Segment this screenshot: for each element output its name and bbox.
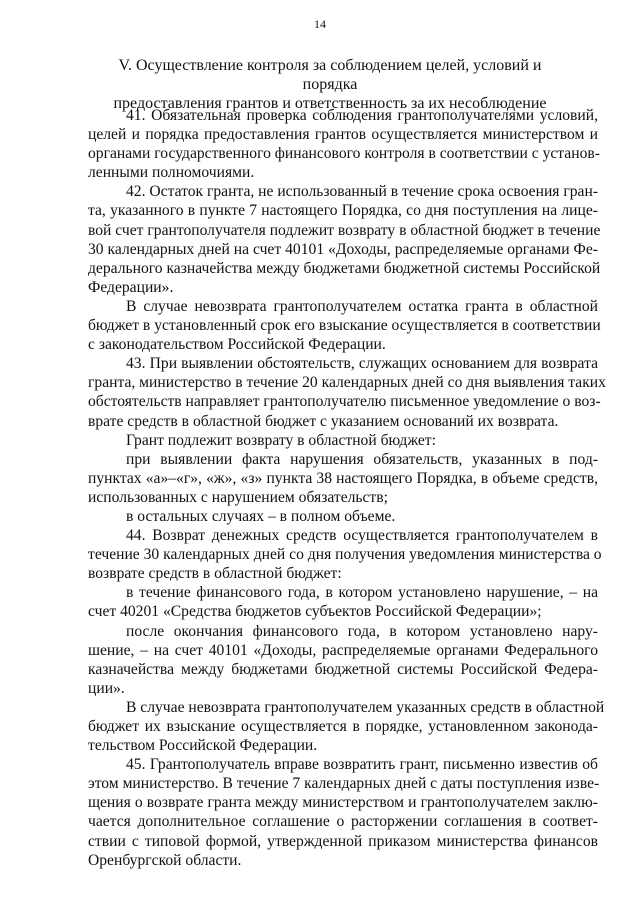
paragraph-line: В случае невозврата грантополучателем указанных средств в областной [126, 698, 605, 716]
paragraph-line: этом министерство. В течение 7 календарных дней с даты поступления изве- [88, 775, 600, 793]
paragraph-line: возврате средств в областной бюджет: [88, 565, 342, 583]
paragraph-line: целей и порядка предоставления грантов осуществляется министерством и [88, 126, 598, 144]
paragraph [88, 450, 598, 507]
paragraph [88, 354, 606, 430]
paragraph-line: органами государственного финансового контроля в соответствии с установ- [88, 145, 600, 163]
paragraph-line: Федерации». [88, 278, 174, 296]
paragraph-line: пунктах «а»–«г», «ж», «з» пункта 38 настоящего Порядка, в объеме средств, [88, 469, 598, 487]
paragraph-line: гранта, министерство в течение 20 календарных дней со дня выявления таких [88, 374, 606, 392]
paragraph-line: в остальных случаях – в полном объеме. [126, 507, 396, 525]
paragraph-line: 43. При выявлении обстоятельств, служащих основанием для возврата [126, 355, 598, 373]
paragraph-line: бюджет их взыскание осуществляется в порядке, установленном законода- [88, 718, 598, 735]
paragraph-line: Оренбургской области. [88, 851, 242, 869]
paragraph-line: бюджет в установленный срок его взыскание осуществляется в соответствии [88, 317, 601, 335]
section-heading [100, 56, 560, 113]
paragraph-line: в течение финансового года, в котором установлено нарушение, – на [126, 584, 598, 602]
paragraph [88, 755, 598, 870]
paragraph-line: ствии с типовой формой, утвержденной приказом министерства финансов [88, 832, 598, 850]
paragraph-line: Грант подлежит возврату в областной бюджет: [126, 431, 436, 449]
paragraph-line: 45. Грантополучатель вправе возвратить грант, письменно известив об [126, 756, 598, 774]
paragraph-line: использованных с нарушением обязательств; [88, 488, 388, 506]
paragraph [88, 431, 598, 450]
paragraph-line: врате средств в областной бюджет с указанием оснований их возврата. [88, 412, 559, 430]
paragraph-line: щения о возврате гранта между министерством и грантополучателем заклю- [88, 794, 598, 812]
paragraph-line: В случае невозврата грантополучателем остатка гранта в областной [126, 297, 598, 315]
paragraph [88, 297, 601, 354]
paragraph-line: чается дополнительное соглашение о расторжении соглашения в соответ- [88, 813, 598, 831]
paragraph [88, 622, 598, 698]
paragraph-line: при выявлении факта нарушения обязательств, указанных в под- [126, 450, 598, 468]
paragraph-line: шение, – на счет 40101 «Доходы, распределяемые органами Федерального [88, 641, 598, 659]
paragraph-line: ции». [88, 679, 125, 697]
paragraph-line: та, указанного в пункте 7 настоящего Порядка, со дня поступления на лице- [88, 202, 598, 220]
paragraph-line: казначейства между бюджетами бюджетной системы Российской Федера- [88, 660, 598, 678]
paragraph-line: после окончания финансового года, в котором установлено нару- [126, 622, 598, 640]
paragraph [88, 698, 605, 755]
page-number: 14 [314, 17, 326, 31]
paragraph-line: с законодательством Российской Федерации. [88, 336, 386, 354]
paragraph-line: 42. Остаток гранта, не использованный в течение срока освоения гран- [126, 183, 599, 201]
paragraph [88, 526, 602, 583]
paragraph-line: дерального казначейства между бюджетами бюджетной системы Российской [88, 259, 601, 277]
paragraph [88, 182, 601, 297]
paragraph-line: тельством Российской Федерации. [88, 737, 318, 755]
paragraph [88, 583, 598, 621]
paragraph [88, 106, 598, 182]
document-body [88, 106, 606, 870]
paragraph-line: обстоятельств направляет грантополучателю письменное уведомление о воз- [88, 393, 601, 411]
paragraph-line: 30 календарных дней на счет 40101 «Доходы, распределяемые органами Фе- [88, 240, 598, 258]
paragraph-line: счет 40201 «Средства бюджетов субъектов Российской Федерации»; [88, 603, 542, 621]
paragraph-line: вой счет грантополучателя подлежит возврату в областной бюджет в течение [88, 221, 601, 239]
paragraph-line: 44. Возврат денежных средств осуществляется грантополучателем в [126, 527, 598, 545]
paragraph-line: течение 30 календарных дней со дня получения уведомления министерства о [88, 546, 602, 564]
paragraph-line: 41. Обязательная проверка соблюдения грантополучателями условий, [126, 107, 598, 124]
section-heading-line: V. Осуществление контроля за соблюдением целей, условий и порядка [118, 57, 542, 93]
section-heading-line: предоставления грантов и ответственность за их несоблюдение [113, 95, 547, 112]
paragraph-line: ленными полномочиями. [88, 164, 255, 182]
paragraph [88, 507, 598, 526]
